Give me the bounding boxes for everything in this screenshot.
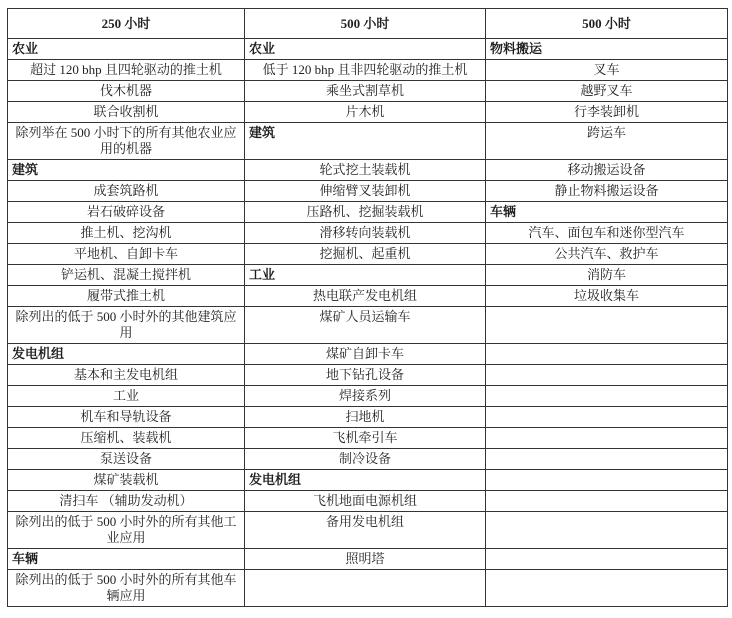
table-row: [8, 244, 728, 265]
equipment-cell: [486, 344, 728, 365]
table-body: [8, 39, 728, 607]
equipment-cell: 伐木机器: [8, 81, 245, 102]
table-row: [8, 344, 728, 365]
equipment-cell: [245, 570, 486, 607]
section-header-cell: 车辆: [8, 549, 245, 570]
equipment-cell: 消防车: [486, 265, 728, 286]
equipment-cell: 照明塔: [245, 549, 486, 570]
equipment-cell: 平地机、自卸卡车: [8, 244, 245, 265]
table-row: [8, 307, 728, 344]
equipment-cell: 滑移转向装载机: [245, 223, 486, 244]
equipment-cell: [486, 307, 728, 344]
equipment-cell: [486, 407, 728, 428]
equipment-cell: 除列举在 500 小时下的所有其他农业应用的机器: [8, 123, 245, 160]
equipment-cell: 除列出的低于 500 小时外的其他建筑应用: [8, 307, 245, 344]
table-row: [8, 181, 728, 202]
equipment-cell: 备用发电机组: [245, 512, 486, 549]
equipment-cell: 热电联产发电机组: [245, 286, 486, 307]
section-header-cell: 建筑: [245, 123, 486, 160]
equipment-cell: 地下钻孔设备: [245, 365, 486, 386]
equipment-cell: 煤矿人员运输车: [245, 307, 486, 344]
equipment-cell: 移动搬运设备: [486, 160, 728, 181]
equipment-cell: 机车和导轨设备: [8, 407, 245, 428]
section-header-cell: 农业: [245, 39, 486, 60]
equipment-cell: [486, 428, 728, 449]
equipment-cell: 汽车、面包车和迷你型汽车: [486, 223, 728, 244]
section-header-cell: 建筑: [8, 160, 245, 181]
table-row: [8, 223, 728, 244]
table-row: [8, 286, 728, 307]
equipment-cell: 超过 120 bhp 且四轮驱动的推土机: [8, 60, 245, 81]
section-header-cell: 发电机组: [245, 470, 486, 491]
equipment-cell: 静止物料搬运设备: [486, 181, 728, 202]
header-cell-250-hours: 250 小时: [8, 9, 245, 39]
section-header-cell: 农业: [8, 39, 245, 60]
equipment-cell: 履带式推土机: [8, 286, 245, 307]
equipment-cell: [486, 570, 728, 607]
table-row: [8, 449, 728, 470]
equipment-cell: 压缩机、装载机: [8, 428, 245, 449]
table-row: [8, 512, 728, 549]
equipment-cell: 工业: [8, 386, 245, 407]
equipment-cell: 片木机: [245, 102, 486, 123]
table-row: [8, 549, 728, 570]
equipment-cell: [486, 386, 728, 407]
equipment-cell: 飞机地面电源机组: [245, 491, 486, 512]
equipment-cell: [486, 549, 728, 570]
equipment-cell: 焊接系列: [245, 386, 486, 407]
header-row: [8, 9, 728, 39]
section-header-cell: 物料搬运: [486, 39, 728, 60]
table-row: [8, 570, 728, 607]
equipment-cell: [486, 491, 728, 512]
equipment-hours-table: [7, 8, 728, 607]
table-row: [8, 81, 728, 102]
table-row: [8, 428, 728, 449]
table-row: [8, 365, 728, 386]
equipment-cell: 基本和主发电机组: [8, 365, 245, 386]
header-cell-500-hours-b: 500 小时: [486, 9, 728, 39]
equipment-cell: [486, 512, 728, 549]
equipment-cell: 泵送设备: [8, 449, 245, 470]
table-row: [8, 102, 728, 123]
table-row: [8, 60, 728, 81]
equipment-cell: 煤矿自卸卡车: [245, 344, 486, 365]
equipment-cell: 乘坐式割草机: [245, 81, 486, 102]
equipment-cell: 成套筑路机: [8, 181, 245, 202]
equipment-cell: 行李装卸机: [486, 102, 728, 123]
equipment-cell: 煤矿装载机: [8, 470, 245, 491]
header-cell-500-hours-a: 500 小时: [245, 9, 486, 39]
equipment-cell: 联合收割机: [8, 102, 245, 123]
equipment-cell: [486, 365, 728, 386]
equipment-cell: 铲运机、混凝土搅拌机: [8, 265, 245, 286]
section-header-cell: 工业: [245, 265, 486, 286]
table-row: [8, 386, 728, 407]
equipment-cell: 压路机、挖掘装载机: [245, 202, 486, 223]
table-row: [8, 39, 728, 60]
section-header-cell: 发电机组: [8, 344, 245, 365]
equipment-cell: 推土机、挖沟机: [8, 223, 245, 244]
equipment-cell: 越野叉车: [486, 81, 728, 102]
equipment-cell: 跨运车: [486, 123, 728, 160]
section-header-cell: 车辆: [486, 202, 728, 223]
table-row: [8, 160, 728, 181]
equipment-cell: 公共汽车、救护车: [486, 244, 728, 265]
equipment-cell: [486, 470, 728, 491]
equipment-cell: 轮式挖土装载机: [245, 160, 486, 181]
equipment-cell: 挖掘机、起重机: [245, 244, 486, 265]
equipment-cell: 除列出的低于 500 小时外的所有其他工业应用: [8, 512, 245, 549]
table-row: [8, 407, 728, 428]
table-row: [8, 123, 728, 160]
equipment-cell: [486, 449, 728, 470]
equipment-cell: 制冷设备: [245, 449, 486, 470]
equipment-cell: 叉车: [486, 60, 728, 81]
equipment-cell: 清扫车 （辅助发动机）: [8, 491, 245, 512]
table-row: [8, 491, 728, 512]
equipment-cell: 垃圾收集车: [486, 286, 728, 307]
equipment-cell: 飞机牵引车: [245, 428, 486, 449]
equipment-cell: 岩石破碎设备: [8, 202, 245, 223]
equipment-cell: 除列出的低于 500 小时外的所有其他车辆应用: [8, 570, 245, 607]
table-row: [8, 470, 728, 491]
equipment-cell: 伸缩臂叉装卸机: [245, 181, 486, 202]
equipment-cell: 扫地机: [245, 407, 486, 428]
table-row: [8, 265, 728, 286]
equipment-cell: 低于 120 bhp 且非四轮驱动的推土机: [245, 60, 486, 81]
table-row: [8, 202, 728, 223]
table-header: [8, 9, 728, 39]
